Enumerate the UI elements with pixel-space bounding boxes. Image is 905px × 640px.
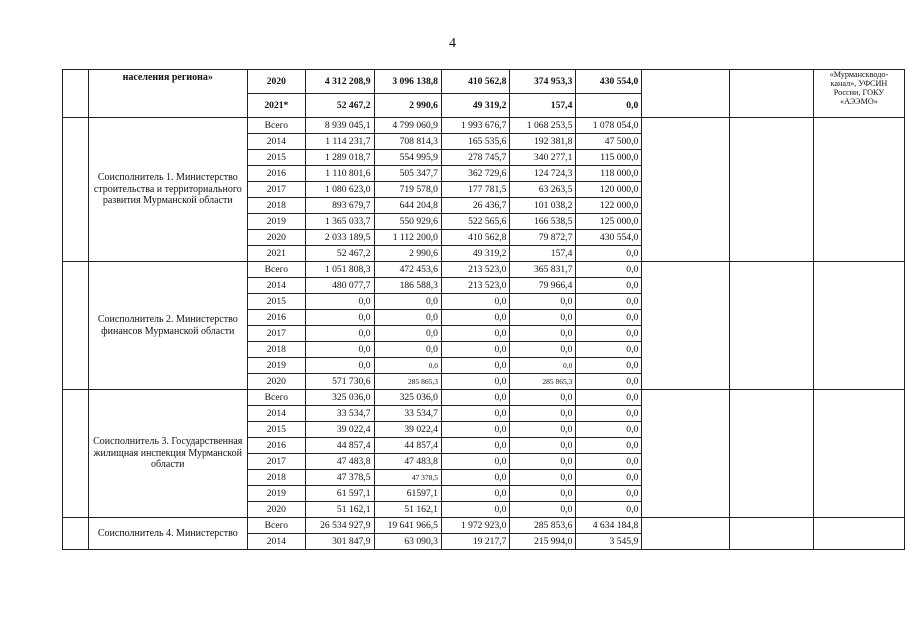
table-body <box>63 70 905 550</box>
source-cell: 0,0 <box>576 246 642 262</box>
table-row <box>63 262 905 278</box>
source-cell: 166 538,5 <box>510 214 576 230</box>
empty-cell <box>729 70 813 118</box>
year-cell: 2021 <box>247 246 306 262</box>
total-cell: 0,0 <box>306 294 374 310</box>
source-cell: 0,0 <box>510 406 576 422</box>
total-cell: 2 033 189,5 <box>306 230 374 246</box>
year-cell: 2019 <box>247 214 306 230</box>
source-cell: 430 554,0 <box>576 70 642 94</box>
source-cell: 0,0 <box>374 358 441 374</box>
source-cell: 644 204,8 <box>374 198 441 214</box>
total-cell: 1 365 033,7 <box>306 214 374 230</box>
year-cell: 2016 <box>247 438 306 454</box>
year-cell: 2014 <box>247 406 306 422</box>
source-cell: 47 378,5 <box>374 470 441 486</box>
source-cell: 0,0 <box>441 406 510 422</box>
source-cell: 0,0 <box>576 486 642 502</box>
source-cell: 554 995,9 <box>374 150 441 166</box>
source-cell: 0,0 <box>576 326 642 342</box>
total-cell: 0,0 <box>306 358 374 374</box>
source-cell: 118 000,0 <box>576 166 642 182</box>
executor-cell: Соисполнитель 2. Министерство финансов Мурманской области <box>89 262 247 390</box>
year-cell: 2017 <box>247 454 306 470</box>
total-cell: 26 534 927,9 <box>306 518 374 534</box>
source-cell: 0,0 <box>441 326 510 342</box>
source-cell: 0,0 <box>576 342 642 358</box>
total-cell: 4 312 208,9 <box>306 70 374 94</box>
total-cell: 47 378,5 <box>306 470 374 486</box>
source-cell: 285 865,3 <box>510 374 576 390</box>
source-cell: 719 578,0 <box>374 182 441 198</box>
source-cell: 44 857,4 <box>374 438 441 454</box>
year-cell: Всего <box>247 518 306 534</box>
source-cell: 61597,1 <box>374 486 441 502</box>
page-number: 4 <box>449 36 456 51</box>
index-cell <box>63 70 89 118</box>
source-cell: 51 162,1 <box>374 502 441 518</box>
empty-cell <box>642 518 730 550</box>
total-cell: 44 857,4 <box>306 438 374 454</box>
source-cell: 1 068 253,5 <box>510 118 576 134</box>
total-cell: 1 110 801,6 <box>306 166 374 182</box>
table-row <box>63 518 905 534</box>
source-cell: 124 724,3 <box>510 166 576 182</box>
source-cell: 0,0 <box>576 422 642 438</box>
source-cell: 0,0 <box>374 326 441 342</box>
index-cell <box>63 390 89 518</box>
source-cell: 0,0 <box>576 294 642 310</box>
year-cell: 2020 <box>247 70 306 94</box>
source-cell: 522 565,6 <box>441 214 510 230</box>
source-cell: 0,0 <box>510 502 576 518</box>
empty-cell <box>642 262 730 390</box>
source-cell: 63 090,3 <box>374 534 441 550</box>
source-cell: 63 263,5 <box>510 182 576 198</box>
source-cell: 79 966,4 <box>510 278 576 294</box>
source-cell: 0,0 <box>576 358 642 374</box>
source-cell: 215 994,0 <box>510 534 576 550</box>
source-cell: 0,0 <box>441 438 510 454</box>
source-cell: 213 523,0 <box>441 278 510 294</box>
total-cell: 0,0 <box>306 310 374 326</box>
source-cell: 26 436,7 <box>441 198 510 214</box>
source-cell: 0,0 <box>576 262 642 278</box>
table-row <box>63 390 905 406</box>
executor-cell: Соисполнитель 3. Государственная жилищная инспекция Мурманской области <box>89 390 247 518</box>
total-cell: 1 051 808,3 <box>306 262 374 278</box>
source-cell: 19 641 966,5 <box>374 518 441 534</box>
source-cell: 0,0 <box>576 454 642 470</box>
source-cell: 0,0 <box>576 374 642 390</box>
source-cell: 0,0 <box>576 502 642 518</box>
source-cell: 0,0 <box>510 486 576 502</box>
source-cell: 0,0 <box>576 278 642 294</box>
source-cell: 0,0 <box>510 470 576 486</box>
total-cell: 0,0 <box>306 326 374 342</box>
total-cell: 8 939 045,1 <box>306 118 374 134</box>
source-cell: 4 799 060,9 <box>374 118 441 134</box>
source-cell: 120 000,0 <box>576 182 642 198</box>
source-cell: 550 929,6 <box>374 214 441 230</box>
executor-cell: населения региона» <box>89 70 247 118</box>
source-cell: 0,0 <box>441 470 510 486</box>
empty-cell <box>729 118 813 262</box>
total-cell: 480 077,7 <box>306 278 374 294</box>
year-cell: 2018 <box>247 470 306 486</box>
executor-cell: Соисполнитель 4. Министерство <box>89 518 247 550</box>
source-cell: 122 000,0 <box>576 198 642 214</box>
total-cell: 52 467,2 <box>306 94 374 118</box>
year-cell: 2015 <box>247 422 306 438</box>
source-cell: 125 000,0 <box>576 214 642 230</box>
year-cell: 2018 <box>247 198 306 214</box>
empty-cell <box>813 518 904 550</box>
year-cell: Всего <box>247 262 306 278</box>
empty-cell <box>729 390 813 518</box>
source-cell: 213 523,0 <box>441 262 510 278</box>
total-cell: 33 534,7 <box>306 406 374 422</box>
year-cell: Всего <box>247 118 306 134</box>
table-row <box>63 118 905 134</box>
year-cell: 2016 <box>247 166 306 182</box>
source-cell: 0,0 <box>576 390 642 406</box>
total-cell: 47 483,8 <box>306 454 374 470</box>
total-cell: 51 162,1 <box>306 502 374 518</box>
source-cell: 505 347,7 <box>374 166 441 182</box>
source-cell: 0,0 <box>576 470 642 486</box>
table-row <box>63 70 905 94</box>
source-cell: 47 483,8 <box>374 454 441 470</box>
source-cell: 47 500,0 <box>576 134 642 150</box>
source-cell: 157,4 <box>510 94 576 118</box>
source-cell: 0,0 <box>576 438 642 454</box>
source-cell: 2 990,6 <box>374 246 441 262</box>
source-cell: 157,4 <box>510 246 576 262</box>
source-cell: 374 953,3 <box>510 70 576 94</box>
source-cell: 49 319,2 <box>441 94 510 118</box>
source-cell: 0,0 <box>441 422 510 438</box>
year-cell: 2020 <box>247 374 306 390</box>
source-cell: 0,0 <box>510 294 576 310</box>
source-cell: 362 729,6 <box>441 166 510 182</box>
note-cell: «Мурманскводо-канал», УФСИН России, ГОКУ «АЭЭМО» <box>813 70 904 118</box>
year-cell: 2016 <box>247 310 306 326</box>
source-cell: 0,0 <box>510 310 576 326</box>
source-cell: 410 562,8 <box>441 230 510 246</box>
source-cell: 1 972 923,0 <box>441 518 510 534</box>
source-cell: 79 872,7 <box>510 230 576 246</box>
source-cell: 340 277,1 <box>510 150 576 166</box>
empty-cell <box>642 390 730 518</box>
year-cell: 2017 <box>247 326 306 342</box>
total-cell: 325 036,0 <box>306 390 374 406</box>
financing-table <box>62 69 905 550</box>
source-cell: 430 554,0 <box>576 230 642 246</box>
source-cell: 278 745,7 <box>441 150 510 166</box>
source-cell: 33 534,7 <box>374 406 441 422</box>
source-cell: 0,0 <box>441 486 510 502</box>
source-cell: 1 112 200,0 <box>374 230 441 246</box>
source-cell: 0,0 <box>510 326 576 342</box>
year-cell: 2014 <box>247 534 306 550</box>
year-cell: 2020 <box>247 230 306 246</box>
source-cell: 2 990,6 <box>374 94 441 118</box>
year-cell: Всего <box>247 390 306 406</box>
year-cell: 2015 <box>247 294 306 310</box>
source-cell: 49 319,2 <box>441 246 510 262</box>
source-cell: 192 381,8 <box>510 134 576 150</box>
source-cell: 365 831,7 <box>510 262 576 278</box>
source-cell: 0,0 <box>441 374 510 390</box>
source-cell: 0,0 <box>441 454 510 470</box>
source-cell: 0,0 <box>510 342 576 358</box>
year-cell: 2020 <box>247 502 306 518</box>
source-cell: 0,0 <box>576 310 642 326</box>
source-cell: 3 096 138,8 <box>374 70 441 94</box>
empty-cell <box>729 518 813 550</box>
index-cell <box>63 518 89 550</box>
source-cell: 0,0 <box>374 294 441 310</box>
source-cell: 0,0 <box>510 358 576 374</box>
empty-cell <box>729 262 813 390</box>
year-cell: 2018 <box>247 342 306 358</box>
total-cell: 893 679,7 <box>306 198 374 214</box>
empty-cell <box>813 390 904 518</box>
source-cell: 0,0 <box>374 342 441 358</box>
source-cell: 0,0 <box>374 310 441 326</box>
source-cell: 285 865,3 <box>374 374 441 390</box>
source-cell: 19 217,7 <box>441 534 510 550</box>
source-cell: 1 993 676,7 <box>441 118 510 134</box>
source-cell: 0,0 <box>441 294 510 310</box>
year-cell: 2019 <box>247 358 306 374</box>
source-cell: 3 545,9 <box>576 534 642 550</box>
source-cell: 0,0 <box>576 94 642 118</box>
total-cell: 0,0 <box>306 342 374 358</box>
source-cell: 177 781,5 <box>441 182 510 198</box>
year-cell: 2015 <box>247 150 306 166</box>
source-cell: 1 078 054,0 <box>576 118 642 134</box>
source-cell: 101 038,2 <box>510 198 576 214</box>
total-cell: 61 597,1 <box>306 486 374 502</box>
total-cell: 52 467,2 <box>306 246 374 262</box>
source-cell: 0,0 <box>441 358 510 374</box>
year-cell: 2017 <box>247 182 306 198</box>
empty-cell <box>813 262 904 390</box>
source-cell: 0,0 <box>510 438 576 454</box>
source-cell: 0,0 <box>576 406 642 422</box>
total-cell: 1 289 018,7 <box>306 150 374 166</box>
empty-cell <box>813 118 904 262</box>
total-cell: 1 114 231,7 <box>306 134 374 150</box>
source-cell: 165 535,6 <box>441 134 510 150</box>
total-cell: 301 847,9 <box>306 534 374 550</box>
source-cell: 39 022,4 <box>374 422 441 438</box>
source-cell: 325 036,0 <box>374 390 441 406</box>
index-cell <box>63 262 89 390</box>
source-cell: 0,0 <box>441 310 510 326</box>
source-cell: 708 814,3 <box>374 134 441 150</box>
year-cell: 2021* <box>247 94 306 118</box>
total-cell: 39 022,4 <box>306 422 374 438</box>
empty-cell <box>642 70 730 118</box>
source-cell: 285 853,6 <box>510 518 576 534</box>
source-cell: 0,0 <box>510 390 576 406</box>
total-cell: 1 080 623,0 <box>306 182 374 198</box>
source-cell: 115 000,0 <box>576 150 642 166</box>
source-cell: 0,0 <box>510 454 576 470</box>
source-cell: 0,0 <box>441 390 510 406</box>
source-cell: 186 588,3 <box>374 278 441 294</box>
source-cell: 410 562,8 <box>441 70 510 94</box>
total-cell: 571 730,6 <box>306 374 374 390</box>
year-cell: 2014 <box>247 278 306 294</box>
year-cell: 2014 <box>247 134 306 150</box>
empty-cell <box>642 118 730 262</box>
source-cell: 472 453,6 <box>374 262 441 278</box>
executor-cell: Соисполнитель 1. Министерство строительства и территориального развития Мурманской области <box>89 118 247 262</box>
index-cell <box>63 118 89 262</box>
year-cell: 2019 <box>247 486 306 502</box>
source-cell: 0,0 <box>441 342 510 358</box>
source-cell: 4 634 184,8 <box>576 518 642 534</box>
source-cell: 0,0 <box>510 422 576 438</box>
source-cell: 0,0 <box>441 502 510 518</box>
